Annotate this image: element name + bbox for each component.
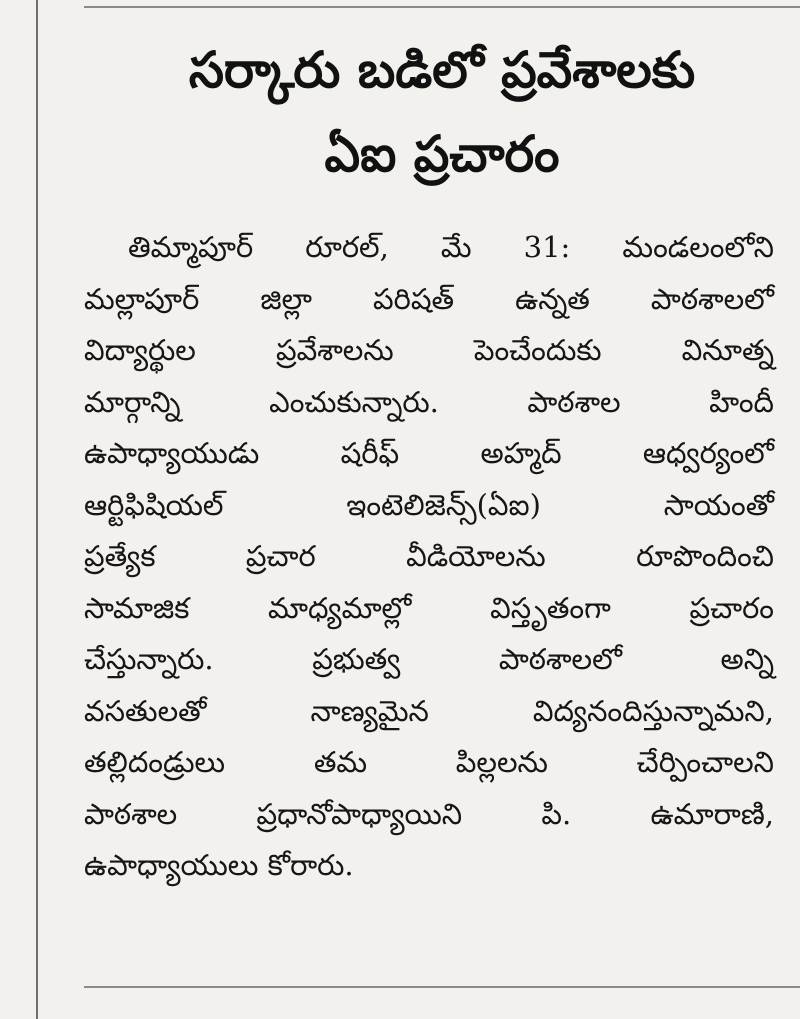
- body-line: తిమ్మాపూర్ రూరల్, మే 31: మండలంలోని: [128, 230, 774, 264]
- body-line: తల్లిదండ్రులు తమ పిల్లలను చేర్పించాలని: [84, 745, 774, 779]
- top-rule: [84, 6, 800, 8]
- headline: [84, 28, 800, 196]
- body-line: ప్రత్యేక ప్రచార వీడియోలను రూపొందించి: [84, 539, 774, 573]
- body-line: ఉపాధ్యాయులు కోరారు.: [84, 848, 354, 882]
- column-divider-line: [36, 0, 38, 1019]
- headline-line-2: ఏఐ ప్రచారం: [324, 125, 560, 183]
- body-line: ఆర్టిఫిషియల్ ఇంటెలిజెన్స్(ఏఐ) సాయంతో: [84, 487, 774, 522]
- headline-line-1: సర్కారు బడిలో ప్రవేశాలకు: [188, 41, 696, 99]
- body-line: సామాజిక మాధ్యమాల్లో విస్తృతంగా ప్రచారం: [84, 590, 774, 625]
- body-line: ఉపాధ్యాయుడు షరీఫ్ అహ్మద్ ఆధ్వర్యంలో: [84, 436, 774, 470]
- body-line: మల్లాపూర్ జిల్లా పరిషత్ ఉన్నత పాఠశాలలో: [84, 281, 774, 316]
- bottom-rule: [84, 986, 800, 988]
- article-body: [84, 222, 774, 892]
- body-line: విద్యార్థుల ప్రవేశాలను పెంచేందుకు వినూత్న: [84, 333, 774, 367]
- body-line: మార్గాన్ని ఎంచుకున్నారు. పాఠశాల హిందీ: [84, 384, 774, 419]
- body-line: పాఠశాల ప్రధానోపాధ్యాయిని పి. ఉమారాణి,: [84, 796, 774, 831]
- body-line: చేస్తున్నారు. ప్రభుత్వ పాఠశాలలో అన్ని: [84, 642, 774, 676]
- body-line: వసతులతో నాణ్యమైన విద్యనందిస్తున్నామని,: [84, 693, 774, 728]
